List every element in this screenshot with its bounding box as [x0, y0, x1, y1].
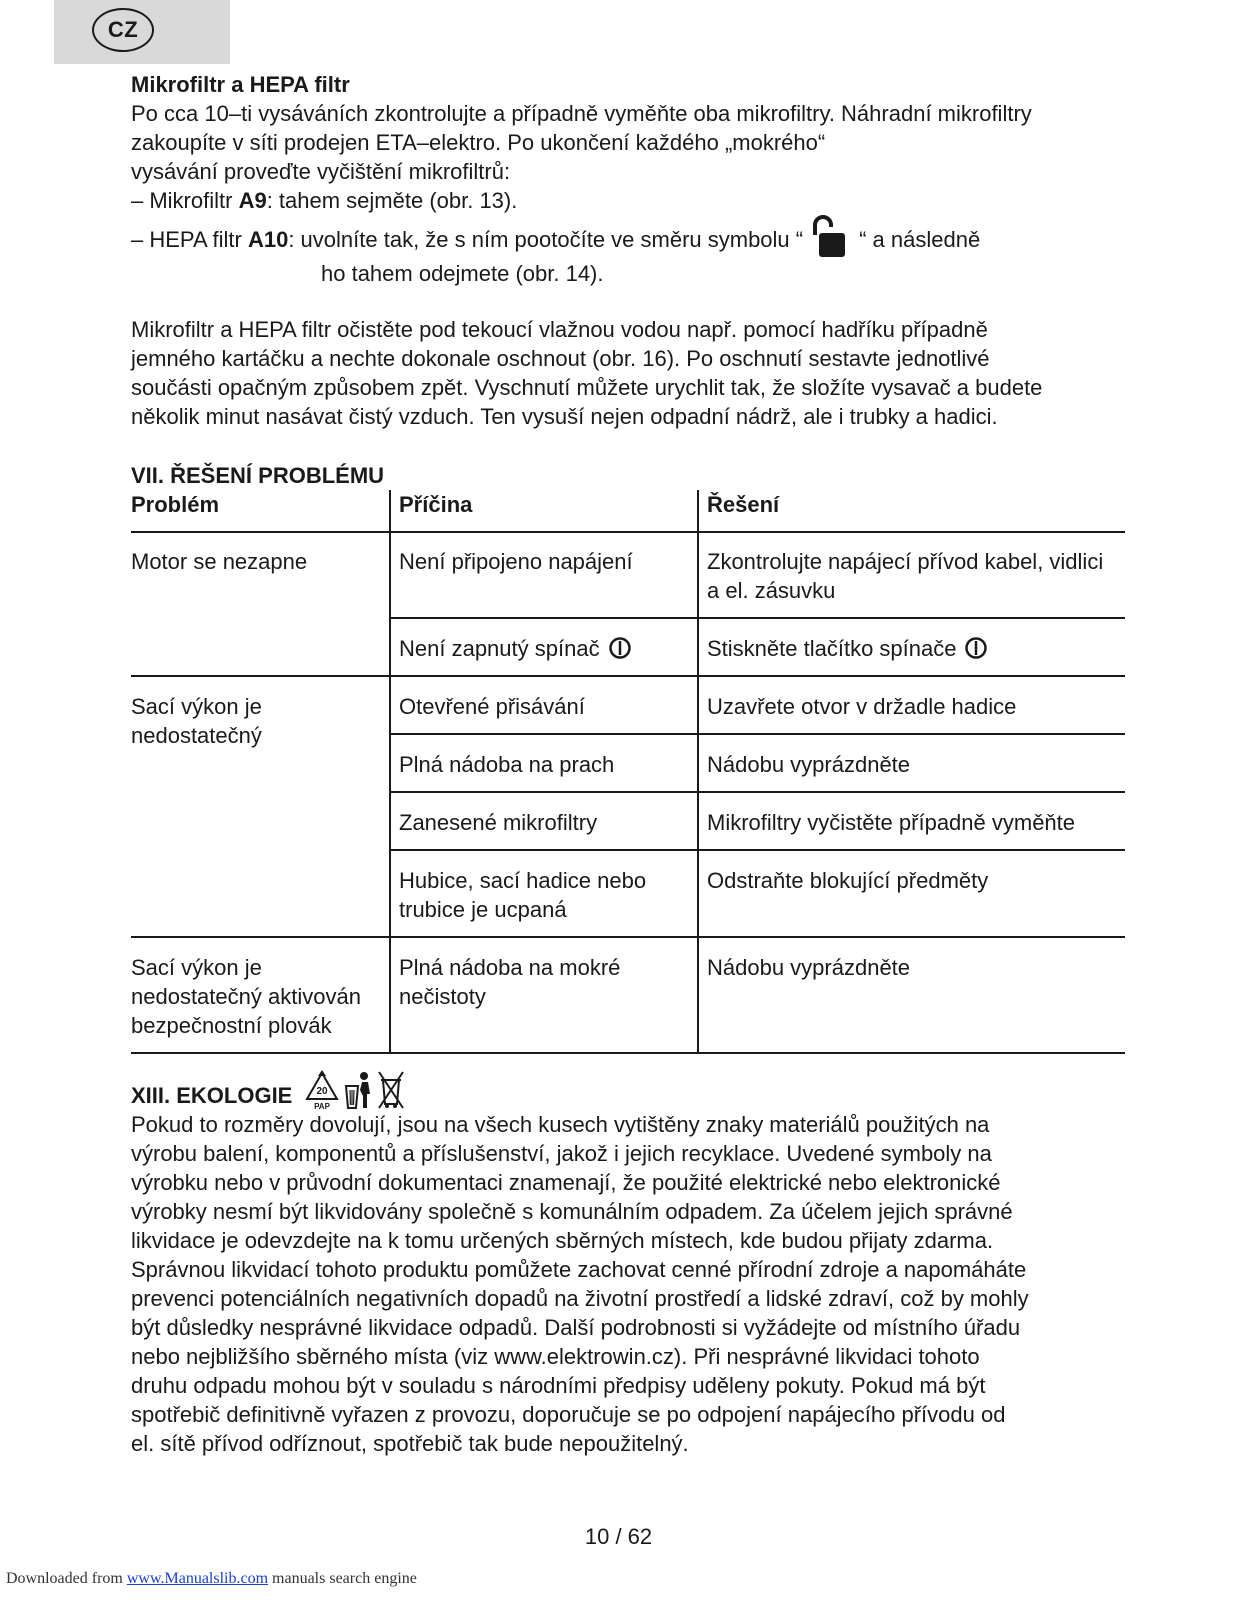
table-row	[131, 676, 1125, 734]
troubleshooting-heading: VII. ŘEŠENÍ PROBLÉMU	[131, 463, 385, 488]
solution-cell: Mikrofiltry vyčistěte případně vyměňte	[698, 792, 1125, 850]
header-cause: Příčina	[390, 490, 698, 532]
download-footer	[6, 1570, 417, 1588]
tidyman-bin-icon	[342, 1070, 374, 1110]
filters-para-line: Mikrofiltr a HEPA filtr očistěte pod tekoucí vlažnou vodou např. pomocí hadříku případně	[131, 317, 988, 342]
cause-cell: Plná nádoba na prach	[390, 734, 698, 792]
cause-cell: Zanesené mikrofiltry	[390, 792, 698, 850]
ecology-line: výrobku nebo v průvodní dokumentaci znamenají, že použité elektrické nebo elektronické	[131, 1170, 1001, 1195]
problem-cell: Sací výkon je nedostatečný	[131, 676, 390, 937]
crossed-bin-icon	[376, 1070, 406, 1110]
ecology-line: likvidace je odevzdejte na k tomu určených sběrných místech, kde budou přijaty zdarma.	[131, 1228, 994, 1253]
ecology-line: být důsledky nesprávné likvidace odpadů. Další podrobnosti si vyžádejte od místního úřadu	[131, 1315, 1021, 1340]
footer-prefix: Downloaded from	[6, 1570, 127, 1587]
ecology-heading: XIII. EKOLOGIE	[131, 1083, 293, 1108]
table-row	[131, 937, 1125, 1053]
item-after: “ a následně	[859, 227, 981, 252]
table-header-row	[131, 490, 1125, 532]
ecology-line: prevenci potenciálních negativních dopadů na životní prostředí a lidské zdraví, což by mohly	[131, 1286, 1029, 1311]
solution-cell: Nádobu vyprázdněte	[698, 734, 1125, 792]
ecology-line: el. sítě přívod odříznout, spotřebič tak bude nepoužitelný.	[131, 1431, 689, 1456]
recycle-code: 20	[316, 1086, 328, 1097]
ecology-line: výrobky nesmí být likvidovány společně s komunálním odpadem. Za účelem jejich správné	[131, 1199, 1013, 1224]
problem-cell: Motor se nezapne	[131, 532, 390, 676]
power-switch-icon	[608, 636, 632, 660]
cause-cell: Plná nádoba na mokré nečistoty	[390, 937, 698, 1053]
filters-para-line: jemného kartáčku a nechte dokonale oschnout (obr. 16). Po oschnutí sestavte jednotlivé	[131, 346, 990, 371]
cause-cell	[390, 618, 698, 676]
filter-item-a10-cont: ho tahem odejmete (obr. 14).	[321, 261, 604, 286]
solution-cell: Uzavřete otvor v držadle hadice	[698, 676, 1125, 734]
item-code: A9	[238, 188, 267, 213]
filter-item-a9	[131, 186, 1127, 215]
item-text: : uvolníte tak, že s ním pootočíte ve směru symbolu “	[288, 227, 804, 252]
solution-cell: Odstraňte blokující předměty	[698, 850, 1125, 937]
solution-cell	[698, 618, 1125, 676]
filters-para-line: součásti opačným způsobem zpět. Vyschnutí můžete urychlit tak, že složíte vysavač a budete	[131, 375, 1043, 400]
ecology-line: Správnou likvidací tohoto produktu pomůžete zachovat cenné přírodní zdroje a napomáháte	[131, 1257, 1027, 1282]
problem-cell: Sací výkon je nedostatečný aktivován bezpečnostní plovák	[131, 937, 390, 1053]
ecology-heading-row	[131, 1070, 1127, 1110]
ecology-line: druhu odpadu mohou být v souladu s národními předpisy uděleny pokuty. Pokud má být	[131, 1373, 986, 1398]
filters-heading: Mikrofiltr a HEPA filtr	[131, 72, 350, 97]
troubleshooting-table	[131, 490, 1125, 1054]
ecology-line: výrobu balení, komponentů a příslušenství, jakož i jejich recyklace. Uvedené symboly na	[131, 1141, 992, 1166]
filters-intro-line: vysávání proveďte vyčištění mikrofiltrů:	[131, 159, 511, 184]
item-code: A10	[247, 227, 289, 252]
language-badge: CZ	[92, 8, 154, 52]
manualslib-link[interactable]: www.Manualslib.com	[126, 1570, 269, 1587]
ecology-line: spotřebič definitivně vyřazen z provozu, doporučuje se po odpojení napájecího přívodu od	[131, 1402, 1006, 1427]
filter-item-a10	[131, 215, 1127, 259]
filters-intro-line: Po cca 10–ti vysáváních zkontrolujte a případně vyměňte oba mikrofiltry. Náhradní mikrofiltry	[131, 101, 1032, 126]
recycle-material: PAP	[314, 1102, 331, 1110]
solution-text: Stiskněte tlačítko spínače	[707, 636, 957, 661]
filters-para-line: několik minut nasávat čistý vzduch. Ten vysuší nejen odpadní nádrž, ale i trubky a hadici.	[131, 404, 998, 429]
unlock-icon	[809, 215, 853, 259]
header-solution: Řešení	[698, 490, 1125, 532]
filters-intro-line: zakoupíte v síti prodejen ETA–elektro. Po ukončení každého „mokrého“	[131, 130, 826, 155]
item-prefix: – HEPA filtr	[131, 227, 248, 252]
table-row	[131, 532, 1125, 618]
footer-suffix: manuals search engine	[268, 1570, 417, 1587]
solution-cell: Zkontrolujte napájecí přívod kabel, vidlici a el. zásuvku	[698, 532, 1125, 618]
recycle-paper-icon	[304, 1070, 340, 1110]
page-content	[131, 70, 1127, 1458]
page-number: 10 / 62	[584, 1524, 653, 1549]
header-problem: Problém	[131, 490, 390, 532]
cause-text: Není zapnutý spínač	[399, 636, 600, 661]
ecology-line: nebo nejbližšího sběrného místa (viz www.elektrowin.cz). Při nesprávné likvidaci tohoto	[131, 1344, 980, 1369]
ecology-symbols	[304, 1070, 406, 1110]
cause-cell: Hubice, sací hadice nebo trubice je ucpaná	[390, 850, 698, 937]
ecology-line: Pokud to rozměry dovolují, jsou na všech kusech vytištěny znaky materiálů použitých na	[131, 1112, 990, 1137]
cause-cell: Není připojeno napájení	[390, 532, 698, 618]
item-text: : tahem sejměte (obr. 13).	[266, 188, 518, 213]
cause-cell: Otevřené přisávání	[390, 676, 698, 734]
solution-cell: Nádobu vyprázdněte	[698, 937, 1125, 1053]
item-prefix: – Mikrofiltr	[131, 188, 239, 213]
power-switch-icon	[964, 636, 988, 660]
